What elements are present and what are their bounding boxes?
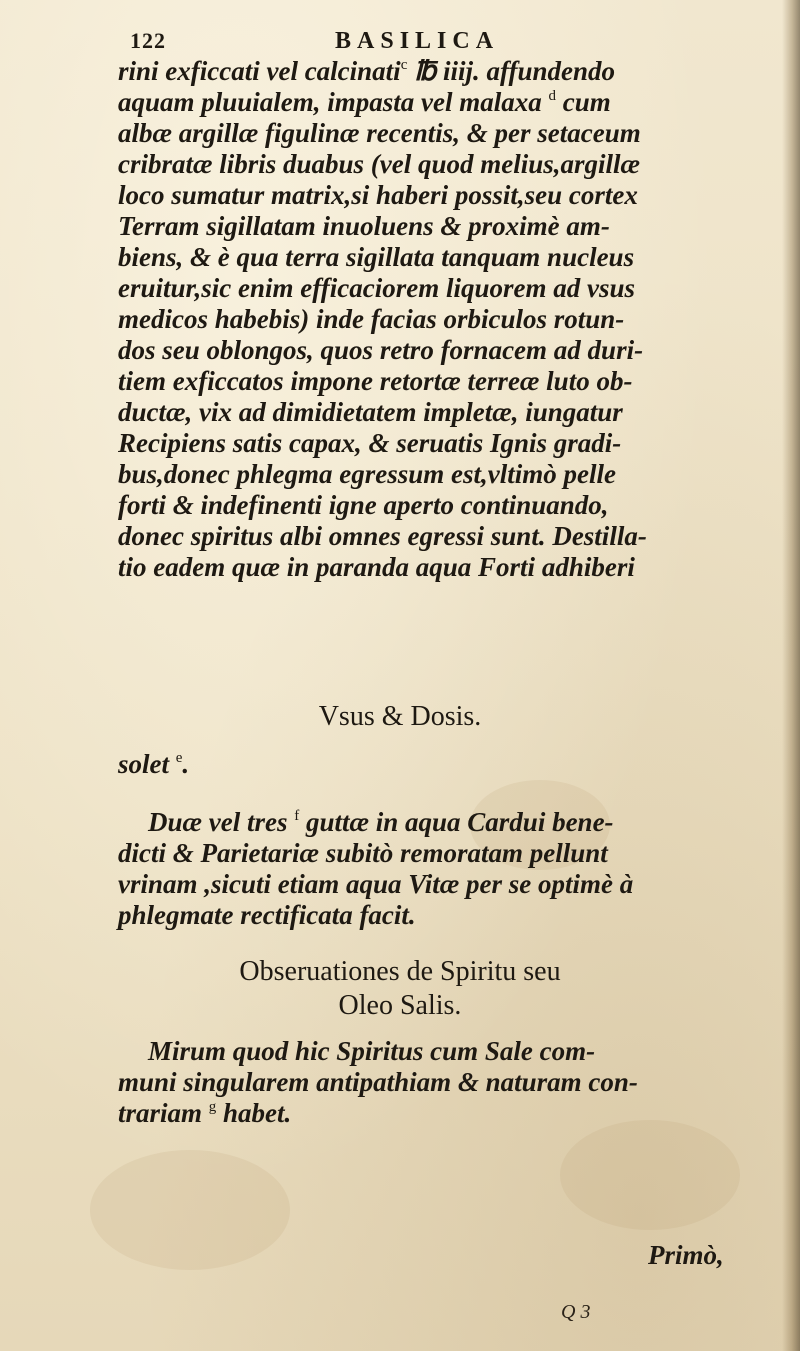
text-line: donec spiritus albi omnes egressi sunt. Destilla- [118, 521, 647, 551]
paper-stain [560, 1120, 740, 1230]
paragraph-preparation [118, 56, 790, 583]
footnote-ref-d: d [548, 88, 557, 104]
text-line: muni singularem antipathiam & naturam con- [118, 1067, 638, 1097]
text-line: aquam pluuialem, impasta vel malaxa $^d$ cum [118, 87, 611, 117]
text-line: eruitur,sic enim efficaciorem liquorem ad vsus [118, 273, 636, 303]
text-line: trariam $^g$ habet. [118, 1098, 292, 1128]
section-heading-oleo-salis: Oleo Salis. [338, 990, 462, 1021]
footnote-ref-f: f [294, 808, 300, 824]
text-line: tio eadem quæ in paranda aqua Forti adhiberi [118, 552, 635, 582]
text-line: Recipiens satis capax, & seruatis Ignis gradi- [118, 428, 622, 458]
text-line: loco sumatur matrix,si haberi possit,seu cortex [118, 180, 638, 210]
text-line: medicos habebis) inde facias orbiculos rotun- [118, 304, 625, 334]
text-line: biens, & è qua terra sigillata tanquam nucleus [118, 242, 635, 272]
paragraph-preparation-end [118, 749, 790, 780]
text-line: Terram sigillatam inuoluens & proximè am- [118, 211, 610, 241]
paragraph-observations [118, 1036, 790, 1129]
text-line: vrinam ,sicuti etiam aqua Vitæ per se optimè à [118, 869, 634, 899]
page-number: 122 [130, 28, 166, 53]
text-line: tiem exficcatos impone retortæ terreæ luto ob- [118, 366, 633, 396]
section-heading-observations: Obseruationes de Spiritu seu [239, 956, 561, 987]
footnote-ref-g: g [208, 1099, 217, 1115]
text-line: solet $^e$. [118, 749, 190, 779]
paper-stain [90, 1150, 290, 1270]
text-line: cribratæ libris duabus (vel quod melius,argillæ [118, 149, 641, 179]
paragraph-usage [118, 807, 790, 931]
text-line: albæ argillæ figulinæ recentis, & per setaceum [118, 118, 641, 148]
text-line: forti & indefinenti igne aperto continuando, [118, 490, 609, 520]
running-head: BASILICA [335, 28, 500, 54]
footnote-ref-c: c [400, 57, 408, 73]
text-line: dicti & Parietariæ subitò remoratam pellunt [118, 838, 608, 868]
text-line: dos seu oblongos, quos retro fornacem ad duri- [118, 335, 644, 365]
text-line: Mirum quod hic Spiritus cum Sale com- [148, 1036, 596, 1066]
footnote-ref-e: e [175, 750, 183, 766]
catchword: Primò, [648, 1240, 724, 1270]
section-heading-usage: Vsus & Dosis. [318, 701, 482, 732]
text-line: Duæ vel tres $^f$ guttæ in aqua Cardui bene- [148, 807, 614, 837]
text-line: phlegmate rectificata facit. [118, 900, 416, 930]
text-line: bus,donec phlegma egressum est,vltimò pelle [118, 459, 616, 489]
signature-mark: Q 3 [561, 1301, 591, 1323]
text-line: ductæ, vix ad dimidietatem impletæ, iungatur [118, 397, 623, 427]
text-line: rini exficcati vel calcinati$^c$ ℔ iiij. affundendo [118, 56, 615, 86]
